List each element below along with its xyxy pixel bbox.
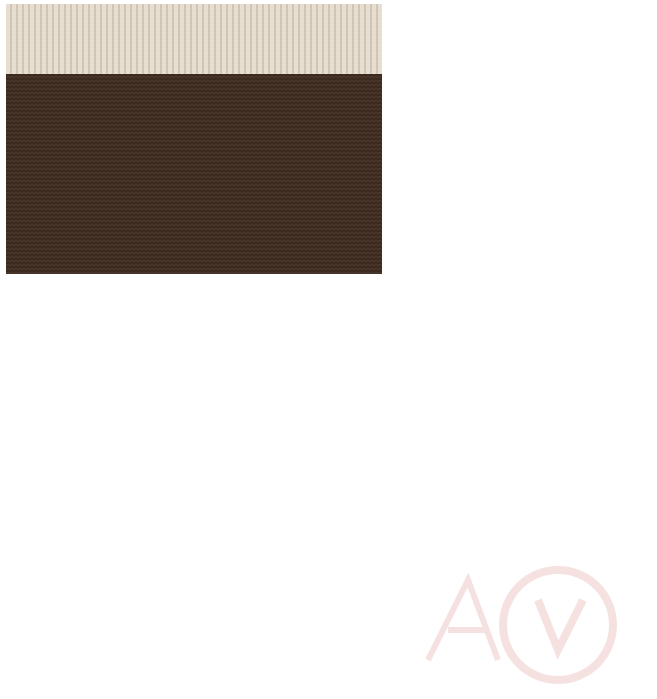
knit-pattern-illustration (6, 4, 382, 274)
knitted-pattern-photo (6, 4, 382, 274)
liveinternet-watermark-icon (408, 560, 657, 690)
